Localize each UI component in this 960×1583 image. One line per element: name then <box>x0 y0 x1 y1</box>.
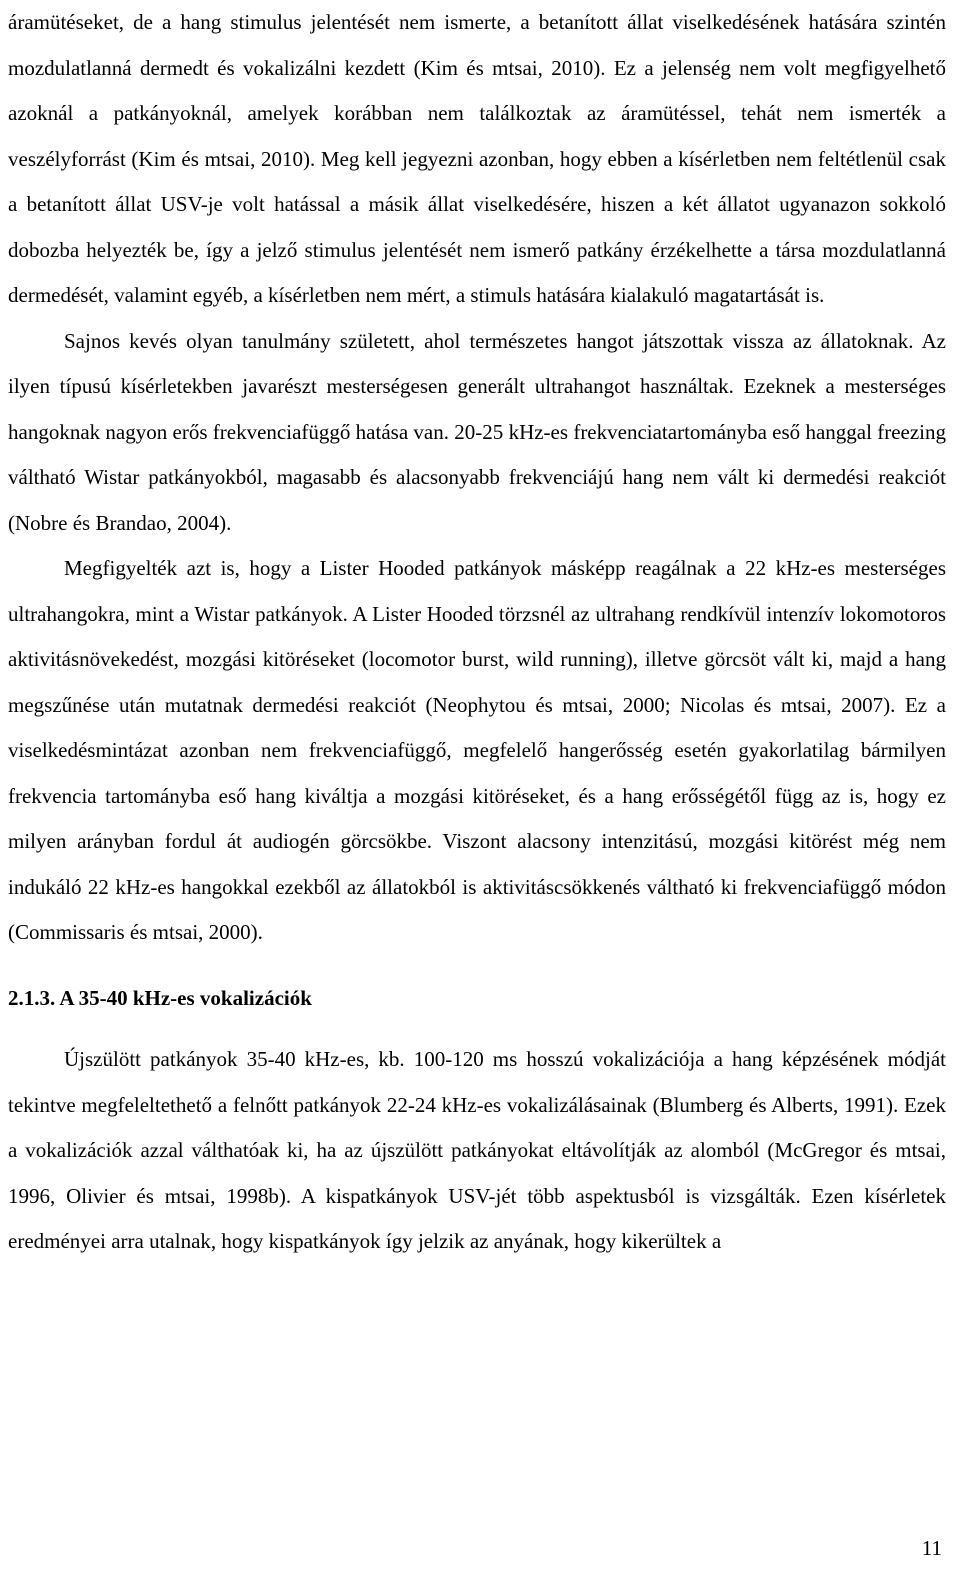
paragraph-section-body: Újszülött patkányok 35-40 kHz-es, kb. 100-120 ms hosszú vokalizációja a hang képzésének módját tekintve megfeleltethető a felnőtt patkányok 22-24 kHz-es vokalizálásainak (Blumberg és Alberts, 1991). Ezek a vokalizációk azzal válthatóak ki, ha az újszülött patkányokat eltávolítják az alomból (McGregor és mtsai, 1996, Olivier és mtsai, 1998b). A kispatkányok USV-jét több aspektusból is vizsgálták. Ezen kísérletek eredményei arra utalnak, hogy kispatkányok így jelzik az anyának, hogy kikerültek a <box>8 1047 946 1253</box>
section-heading: 2.1.3. A 35-40 kHz-es vokalizációk <box>8 985 312 1010</box>
document-page <box>8 0 946 1265</box>
page-number: 11 <box>921 1536 942 1560</box>
paragraph-continuation: áramütéseket, de a hang stimulus jelentését nem ismerte, a betanított állat viselkedésének hatására szintén mozdulatlanná dermedt és vokalizálni kezdett (Kim és mtsai, 2010). Ez a jelenség nem volt megfigyelhető azoknál a patkányoknál, amelyek korábban nem találkoztak az áramütéssel, tehát nem ismerték a veszélyforrást (Kim és mtsai, 2010). Meg kell jegyezni azonban, hogy ebben a kísérletben nem feltétlenül csak a betanított állat USV-je volt hatással a másik állat viselkedésére, hiszen a két állatot ugyanazon sokkoló dobozba helyezték be, így a jelző stimulus jelentését nem ismerő patkány érzékelhette a társa mozdulatlanná dermedését, valamint egyéb, a kísérletben nem mért, a stimuls hatására kialakuló magatartását is. <box>8 10 946 307</box>
paragraph-lister-hooded: Megfigyelték azt is, hogy a Lister Hooded patkányok másképp reagálnak a 22 kHz-es mesterséges ultrahangokra, mint a Wistar patkányok. A Lister Hooded törzsnél az ultrahang rendkívül intenzív lokomotoros aktivitásnövekedést, mozgási kitöréseket (locomotor burst, wild running), illetve görcsöt vált ki, majd a hang megszűnése után mutatnak dermedési reakciót (Neophytou és mtsai, 2000; Nicolas és mtsai, 2007). Ez a viselkedésmintázat azonban nem frekvenciafüggő, megfelelő hangerősség esetén gyakorlatilag bármilyen frekvencia tartományba eső hang kiváltja a mozgási kitöréseket, és a hang erősségétől függ az is, hogy ez milyen arányban fordul át audiogén görcsökbe. Viszont alacsony intenzitású, mozgási kitörést még nem indukáló 22 kHz-es hangokkal ezekből az állatokból is aktivitáscsökkenés váltható ki frekvenciafüggő módon (Commissaris és mtsai, 2000). <box>8 556 946 944</box>
paragraph-natural-sounds: Sajnos kevés olyan tanulmány született, ahol természetes hangot játszottak vissza az állatoknak. Az ilyen típusú kísérletekben javarészt mesterségesen generált ultrahangot használtak. Ezeknek a mesterséges hangoknak nagyon erős frekvenciafüggő hatása van. 20-25 kHz-es frekvenciatartományba eső hanggal freezing váltható Wistar patkányokból, magasabb és alacsonyabb frekvenciájú hang nem vált ki dermedési reakciót (Nobre és Brandao, 2004). <box>8 328 946 535</box>
